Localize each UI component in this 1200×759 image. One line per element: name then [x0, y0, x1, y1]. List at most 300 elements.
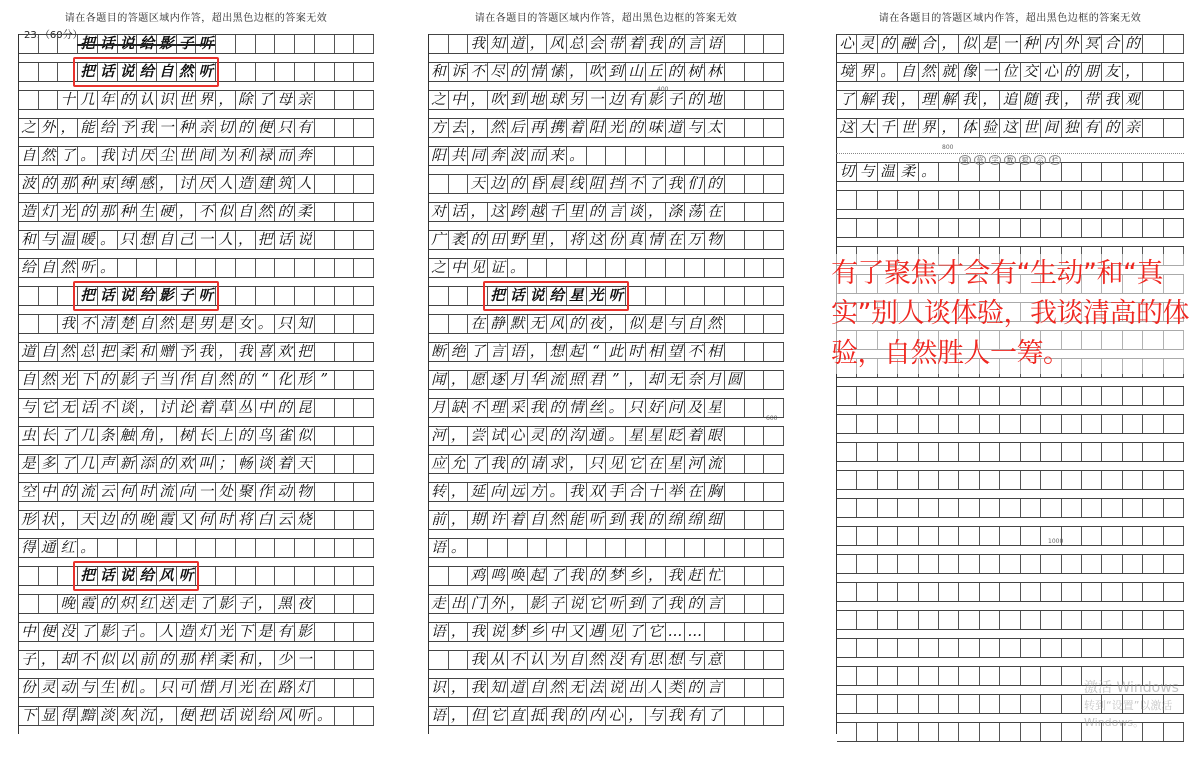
grid-cell: 然 [216, 371, 236, 389]
grid-cell [959, 191, 979, 209]
grid-cell [118, 259, 138, 277]
grid-cell [157, 539, 177, 557]
essay-text-row [837, 638, 1184, 658]
essay-text-row [19, 398, 374, 418]
grid-cell [764, 651, 784, 669]
grid-cell: 。 [137, 679, 157, 697]
grid-cell [878, 527, 898, 545]
grid-cell: 与 [19, 399, 39, 417]
grid-cell: 似 [959, 35, 979, 53]
grid-cell: 月 [705, 371, 725, 389]
grid-cell [1000, 667, 1020, 685]
grid-cell: 地 [528, 91, 548, 109]
grid-cell: 追 [1000, 91, 1020, 109]
grid-cell [315, 35, 335, 53]
grid-cell [764, 623, 784, 641]
grid-cell: 圆 [725, 371, 745, 389]
grid-cell: 无 [666, 371, 686, 389]
grid-cell: 。 [606, 427, 626, 445]
grid-cell [898, 499, 918, 517]
grid-cell: ， [567, 63, 587, 81]
answer-sheet-page-1 [4, 0, 388, 759]
grid-cell: 奔 [295, 147, 315, 165]
grid-cell: 以 [118, 651, 138, 669]
grid-cell: ， [58, 511, 78, 529]
grid-cell: 了 [58, 427, 78, 445]
grid-cell [1123, 527, 1143, 545]
grid-cell: 的 [666, 63, 686, 81]
grid-cell [354, 595, 374, 613]
grid-cell [857, 695, 877, 713]
grid-cell [898, 611, 918, 629]
grid-cell: 丛 [236, 399, 256, 417]
grid-cell: ， [256, 595, 276, 613]
grid-cell: 便 [39, 623, 59, 641]
grid-cell: 一 [157, 119, 177, 137]
grid-cell [1062, 443, 1082, 461]
grid-cell: 位 [1000, 63, 1020, 81]
grid-cell: 界 [857, 63, 877, 81]
grid-cell [19, 63, 39, 81]
grid-cell: 自 [236, 203, 256, 221]
grid-cell: 理 [919, 91, 939, 109]
grid-cell: 沉 [137, 707, 157, 725]
grid-cell: 条 [98, 427, 118, 445]
grid-cell: 语 [508, 343, 528, 361]
grid-cell: ， [567, 455, 587, 473]
grid-cell: 只 [275, 119, 295, 137]
grid-cell: 虫 [19, 427, 39, 445]
grid-cell [1123, 191, 1143, 209]
grid-cell [725, 63, 745, 81]
grid-cell: 子 [118, 623, 138, 641]
grid-cell: 听 [606, 287, 626, 305]
grid-cell: 言 [606, 203, 626, 221]
grid-cell [725, 315, 745, 333]
grid-cell [354, 483, 374, 501]
grid-cell: 前 [429, 511, 449, 529]
essay-text-row [19, 538, 374, 558]
grid-cell [1062, 471, 1082, 489]
grid-cell [1021, 611, 1041, 629]
essay-text-row [429, 678, 784, 698]
grid-cell: 与 [666, 315, 686, 333]
grid-cell [1143, 219, 1163, 237]
grid-cell [1041, 667, 1061, 685]
grid-cell [1062, 695, 1082, 713]
grid-cell [837, 471, 857, 489]
grid-cell: 球 [547, 91, 567, 109]
grid-cell [275, 63, 295, 81]
grid-cell [939, 499, 959, 517]
grid-cell: 。 [449, 539, 469, 557]
grid-cell: 那 [98, 203, 118, 221]
grid-cell: 尽 [488, 63, 508, 81]
grid-cell: 自 [19, 371, 39, 389]
grid-cell: 听 [177, 567, 197, 585]
grid-cell [764, 567, 784, 585]
grid-cell: 物 [295, 483, 315, 501]
essay-text-row [19, 118, 374, 138]
essay-text-row [429, 398, 784, 418]
grid-cell [919, 387, 939, 405]
grid-cell [919, 443, 939, 461]
essay-text-row [837, 62, 1184, 82]
grid-cell: 广 [429, 231, 449, 249]
grid-cell: 与 [857, 163, 877, 181]
grid-cell: 便 [256, 119, 276, 137]
essay-text-row [429, 650, 784, 670]
grid-cell: 通 [587, 427, 607, 445]
grid-cell: 道 [508, 35, 528, 53]
grid-cell [236, 539, 256, 557]
grid-cell [1041, 387, 1061, 405]
grid-cell: 昏 [528, 175, 548, 193]
grid-cell [919, 415, 939, 433]
grid-cell [837, 583, 857, 601]
grid-cell: 少 [275, 651, 295, 669]
grid-cell: 然 [157, 315, 177, 333]
grid-cell: 添 [137, 455, 157, 473]
grid-cell [1062, 723, 1082, 741]
grid-cell: 绵 [685, 511, 705, 529]
grid-cell [315, 259, 335, 277]
grid-cell: 自 [685, 315, 705, 333]
grid-cell: 机 [118, 679, 138, 697]
grid-cell: 月 [508, 371, 528, 389]
grid-cell: 我 [567, 567, 587, 585]
grid-cell: 长 [196, 427, 216, 445]
grid-cell: ， [157, 427, 177, 445]
grid-cell [19, 595, 39, 613]
grid-cell [354, 343, 374, 361]
grid-cell [939, 443, 959, 461]
grid-cell [315, 567, 335, 585]
essay-text-row [19, 230, 374, 250]
grid-cell [1143, 91, 1163, 109]
grid-cell [919, 723, 939, 741]
grid-cell: 情 [567, 399, 587, 417]
grid-cell [959, 163, 979, 181]
grid-cell: 几 [78, 91, 98, 109]
grid-cell: 流 [547, 371, 567, 389]
essay-text-row [19, 426, 374, 446]
grid-cell [19, 35, 39, 53]
grid-cell [335, 315, 355, 333]
grid-cell [837, 723, 857, 741]
grid-cell [837, 443, 857, 461]
grid-cell [939, 163, 959, 181]
grid-cell [725, 119, 745, 137]
grid-cell: 波 [19, 175, 39, 193]
grid-cell [354, 651, 374, 669]
grid-cell: 波 [508, 147, 528, 165]
grid-cell [1041, 639, 1061, 657]
grid-cell: 红 [58, 539, 78, 557]
grid-cell: 到 [508, 91, 528, 109]
grid-cell: 却 [646, 371, 666, 389]
grid-cell [878, 555, 898, 573]
grid-cell: 中 [39, 483, 59, 501]
grid-cell: 了 [547, 567, 567, 585]
grid-cell: 禄 [256, 147, 276, 165]
grid-cell [256, 35, 276, 53]
grid-cell [764, 371, 784, 389]
grid-cell [705, 147, 725, 165]
grid-cell [177, 539, 197, 557]
grid-cell: 的 [666, 35, 686, 53]
grid-cell [980, 527, 1000, 545]
grid-cell [19, 567, 39, 585]
grid-cell: 讨 [177, 175, 197, 193]
grid-cell [898, 555, 918, 573]
grid-cell [878, 639, 898, 657]
grid-cell: 奈 [685, 371, 705, 389]
grid-cell: 的 [1102, 119, 1122, 137]
grid-cell: ， [236, 231, 256, 249]
grid-cell [39, 567, 59, 585]
grid-cell [429, 651, 449, 669]
grid-cell: 只 [118, 231, 138, 249]
grid-cell [745, 91, 765, 109]
grid-cell: 有 [626, 651, 646, 669]
grid-cell: 惜 [196, 679, 216, 697]
grid-cell [315, 595, 335, 613]
grid-cell [939, 527, 959, 545]
grid-cell: 总 [78, 343, 98, 361]
grid-cell [939, 191, 959, 209]
grid-cell: 天 [468, 175, 488, 193]
grid-cell: 山 [626, 63, 646, 81]
grid-cell: 可 [177, 679, 197, 697]
grid-cell: 中 [256, 399, 276, 417]
grid-cell: 物 [705, 231, 725, 249]
grid-cell: 尘 [157, 147, 177, 165]
grid-cell: 绵 [666, 511, 686, 529]
grid-cell: 声 [98, 455, 118, 473]
essay-subtitle-row [19, 62, 374, 82]
grid-cell: 是 [980, 35, 1000, 53]
grid-cell [837, 639, 857, 657]
grid-cell [919, 191, 939, 209]
grid-cell: 奔 [488, 147, 508, 165]
grid-cell: 不 [508, 651, 528, 669]
grid-cell: 话 [275, 231, 295, 249]
grid-cell: 人 [216, 175, 236, 193]
grid-cell [1021, 667, 1041, 685]
grid-cell [1164, 119, 1184, 137]
grid-cell: 影 [295, 623, 315, 641]
grid-cell [764, 539, 784, 557]
hint-strip-glyph: 示 [1034, 155, 1046, 165]
grid-cell: 向 [177, 483, 197, 501]
grid-cell: 晚 [58, 595, 78, 613]
grid-cell: 红 [137, 595, 157, 613]
grid-cell [745, 175, 765, 193]
grid-cell [354, 679, 374, 697]
grid-cell [335, 483, 355, 501]
grid-cell: 相 [646, 343, 666, 361]
grid-cell: 境 [837, 63, 857, 81]
grid-cell [878, 695, 898, 713]
grid-cell [878, 583, 898, 601]
grid-cell [216, 35, 236, 53]
grid-cell: 感 [137, 175, 157, 193]
grid-cell: 了 [626, 623, 646, 641]
grid-cell: 的 [508, 175, 528, 193]
grid-cell: … [666, 623, 686, 641]
grid-cell: 只 [275, 315, 295, 333]
grid-cell: 几 [78, 455, 98, 473]
grid-cell [1082, 583, 1102, 601]
grid-cell: ， [468, 203, 488, 221]
grid-cell [1102, 527, 1122, 545]
grid-cell [1102, 471, 1122, 489]
grid-cell [58, 567, 78, 585]
grid-cell: ， [449, 427, 469, 445]
grid-cell: 柔 [216, 651, 236, 669]
question-number: 23.（60分） [24, 30, 83, 41]
grid-cell: 了 [58, 147, 78, 165]
grid-cell [878, 443, 898, 461]
grid-cell: 暖 [78, 231, 98, 249]
grid-cell: 验 [980, 119, 1000, 137]
grid-cell: 十 [58, 91, 78, 109]
grid-cell [275, 259, 295, 277]
grid-cell [335, 147, 355, 165]
grid-cell: 的 [58, 483, 78, 501]
word-count-marker: 400 [657, 86, 669, 93]
grid-cell [335, 679, 355, 697]
grid-cell [256, 539, 276, 557]
grid-cell: 话 [449, 203, 469, 221]
grid-cell: 我 [878, 91, 898, 109]
grid-cell [98, 539, 118, 557]
grid-cell: 柔 [898, 163, 918, 181]
grid-cell: 子 [547, 595, 567, 613]
grid-cell: 淡 [98, 707, 118, 725]
grid-cell [315, 483, 335, 501]
grid-cell [745, 119, 765, 137]
essay-text-row [19, 706, 374, 726]
grid-cell: 心 [837, 35, 857, 53]
grid-cell [528, 539, 548, 557]
grid-cell [898, 443, 918, 461]
grid-cell: 的 [236, 427, 256, 445]
grid-cell: 手 [606, 483, 626, 501]
grid-cell [315, 623, 335, 641]
grid-cell [216, 287, 236, 305]
grid-cell: 份 [606, 231, 626, 249]
grid-cell [354, 119, 374, 137]
grid-cell [764, 63, 784, 81]
grid-cell [1164, 91, 1184, 109]
grid-cell [1021, 527, 1041, 545]
grid-cell: 我 [468, 679, 488, 697]
grid-cell [1123, 555, 1143, 573]
grid-cell [764, 175, 784, 193]
grid-cell [959, 387, 979, 405]
grid-cell: 合 [626, 483, 646, 501]
grid-cell: 流 [78, 483, 98, 501]
grid-cell [354, 203, 374, 221]
answer-sheet-page-2 [414, 0, 798, 759]
grid-cell: 柔 [118, 343, 138, 361]
essay-text-row [19, 342, 374, 362]
grid-cell: 样 [196, 651, 216, 669]
grid-cell: 然 [705, 315, 725, 333]
grid-cell [449, 315, 469, 333]
grid-cell: 风 [547, 315, 567, 333]
grid-cell: 的 [547, 427, 567, 445]
grid-cell [959, 471, 979, 489]
grid-cell: 沟 [567, 427, 587, 445]
grid-cell [1062, 583, 1082, 601]
grid-cell [919, 611, 939, 629]
grid-cell [1041, 555, 1061, 573]
grid-cell: 赠 [157, 343, 177, 361]
grid-cell: 云 [98, 483, 118, 501]
grid-cell: 影 [216, 595, 236, 613]
grid-cell [725, 679, 745, 697]
grid-cell [980, 443, 1000, 461]
grid-cell [666, 539, 686, 557]
grid-cell [1102, 639, 1122, 657]
grid-cell: 给 [137, 63, 157, 81]
grid-cell: 形 [295, 371, 315, 389]
grid-cell: 把 [256, 231, 276, 249]
grid-cell: 阻 [587, 175, 607, 193]
grid-cell: 然 [488, 119, 508, 137]
grid-cell [919, 639, 939, 657]
grid-cell: 起 [567, 343, 587, 361]
grid-cell: 走 [429, 595, 449, 613]
grid-cell [725, 707, 745, 725]
grid-cell: 光 [587, 287, 607, 305]
grid-cell: 观 [1123, 91, 1143, 109]
grid-cell: 带 [606, 35, 626, 53]
grid-cell: 涤 [666, 203, 686, 221]
grid-cell: 温 [58, 231, 78, 249]
grid-cell: 外 [488, 595, 508, 613]
grid-cell: 吹 [587, 63, 607, 81]
grid-cell: 利 [236, 147, 256, 165]
grid-cell: 我 [488, 455, 508, 473]
grid-cell [1102, 583, 1122, 601]
grid-cell: 子 [666, 91, 686, 109]
grid-cell: 求 [547, 455, 567, 473]
grid-cell: 携 [547, 119, 567, 137]
grid-cell: 灯 [295, 679, 315, 697]
grid-cell: 世 [898, 119, 918, 137]
grid-cell [898, 415, 918, 433]
grid-cell: 化 [275, 371, 295, 389]
grid-cell: 得 [19, 539, 39, 557]
grid-cell: 到 [626, 595, 646, 613]
grid-cell [919, 219, 939, 237]
grid-cell: 。 [878, 63, 898, 81]
grid-cell [764, 259, 784, 277]
grid-cell: 应 [429, 455, 449, 473]
grid-cell [137, 539, 157, 557]
essay-subtitle-row [19, 566, 374, 586]
grid-cell [666, 287, 686, 305]
grid-cell: 我 [666, 595, 686, 613]
grid-cell: 阳 [429, 147, 449, 165]
grid-cell: 人 [295, 175, 315, 193]
grid-cell [837, 387, 857, 405]
grid-cell: 里 [567, 203, 587, 221]
